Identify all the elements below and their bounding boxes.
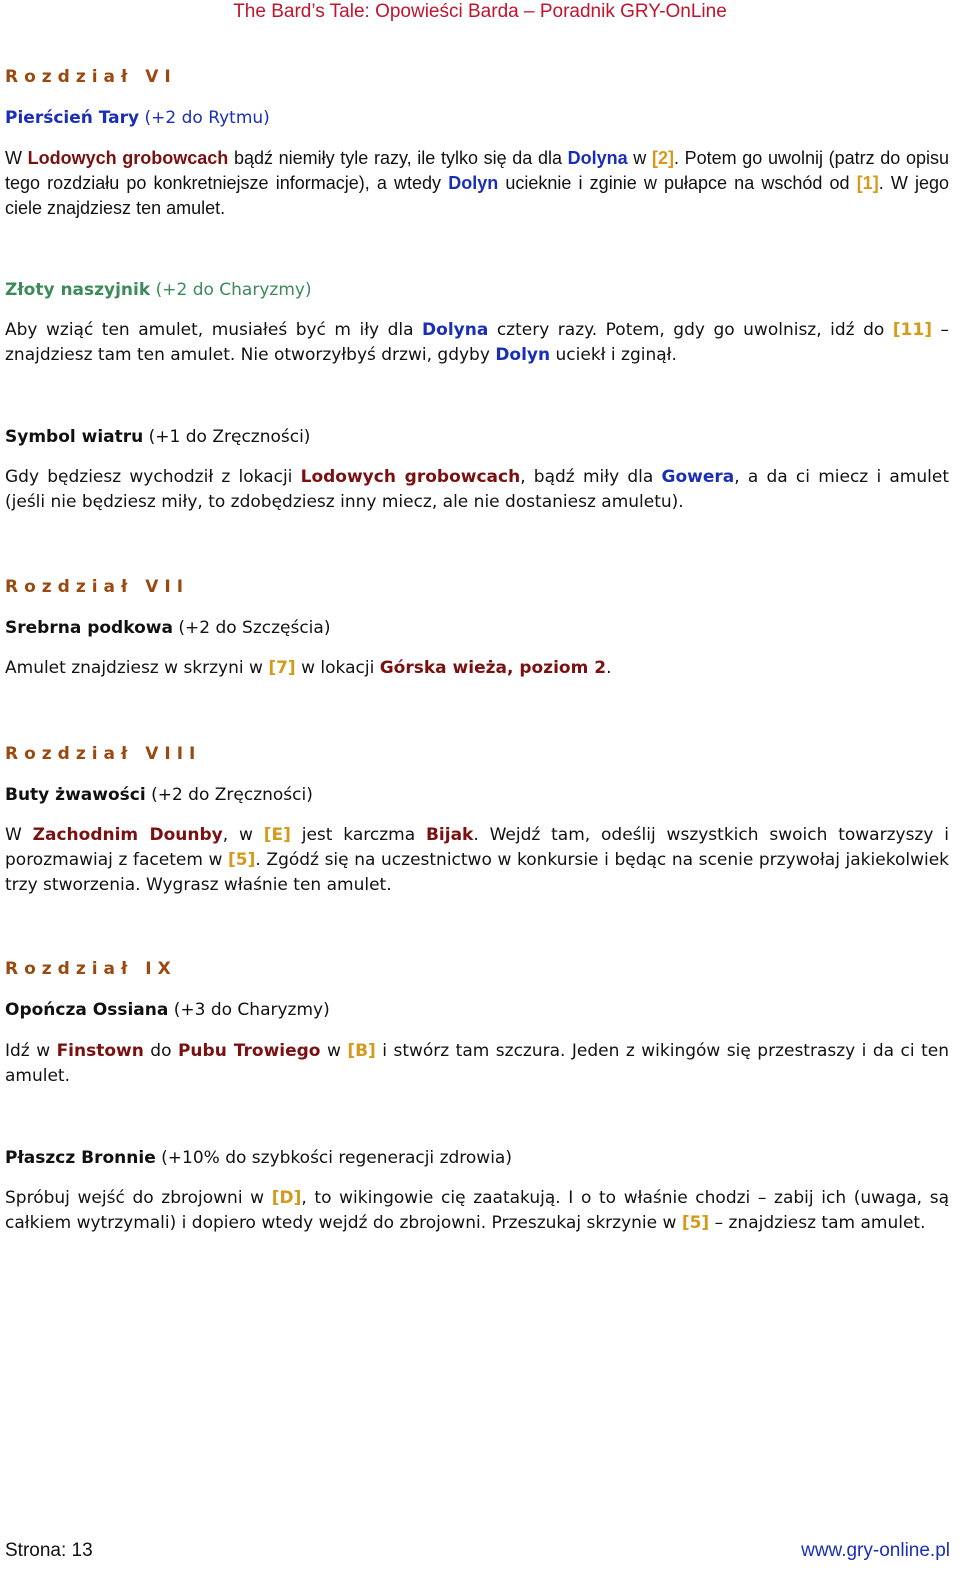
item-title bbox=[5, 617, 949, 639]
text: ucieknie i zginie w pułapce na wschód od bbox=[498, 173, 857, 193]
text: i stwórz tam szczura. Jeden z wikingów się przestraszy i da ci ten amulet. bbox=[5, 1041, 949, 1086]
location-name: Bijak bbox=[425, 825, 474, 845]
item-description bbox=[5, 146, 949, 221]
page-header bbox=[0, 0, 960, 26]
item-title bbox=[5, 279, 949, 301]
map-marker: [D] bbox=[271, 1188, 302, 1208]
map-marker: [5] bbox=[681, 1213, 710, 1233]
map-marker: [7] bbox=[268, 658, 296, 678]
item-title bbox=[5, 426, 949, 448]
item-bonus: (+2 do Zręczności) bbox=[145, 785, 313, 805]
item-name: Płaszcz Bronnie bbox=[5, 1148, 156, 1168]
text: , bądź miły dla bbox=[520, 467, 662, 487]
item-title bbox=[5, 784, 949, 806]
text: , a da ci miecz i amulet (jeśli nie będziesz miły, to zdobędziesz inny miecz, ale nie dostaniesz amuletu). bbox=[5, 467, 949, 512]
item-bonus: (+2 do Charyzmy) bbox=[150, 280, 312, 300]
text: W bbox=[5, 825, 33, 845]
text: . Wejdź tam, odeślij wszystkich swoich towarzyszy i porozmawiaj z facetem w bbox=[5, 825, 949, 870]
header-separator: – bbox=[518, 1, 540, 22]
location-name: Górska wieża, poziom 2 bbox=[379, 658, 607, 678]
text: w bbox=[320, 1041, 348, 1061]
text: Spróbuj wejść do zbrojowni w bbox=[5, 1188, 272, 1208]
item-description bbox=[5, 656, 949, 681]
chapter-6-heading: Rozdział VI bbox=[5, 67, 177, 87]
text: – znajdziesz tam ten amulet. Nie otworzyłbyś drzwi, gdyby bbox=[5, 320, 949, 365]
item-name: Opończa Ossiana bbox=[5, 1000, 169, 1020]
item-description bbox=[5, 465, 949, 515]
text: Amulet znajdziesz w skrzyni w bbox=[5, 658, 269, 678]
text: W bbox=[5, 148, 28, 168]
item-name: Złoty naszyjnik bbox=[5, 280, 151, 300]
text: . Potem go uwolnij (patrz do opisu tego rozdziału po konkretniejsze informacje), a wtedy bbox=[5, 148, 949, 193]
text: jest karczma bbox=[290, 825, 426, 845]
chapter-7-heading: Rozdział VII bbox=[5, 577, 190, 597]
location-name: Finstown bbox=[56, 1041, 144, 1061]
text: Idź w bbox=[5, 1041, 57, 1061]
item-description bbox=[5, 318, 949, 368]
text: . bbox=[606, 658, 612, 678]
npc-name: Dolyn bbox=[448, 173, 499, 193]
text: w lokacji bbox=[295, 658, 380, 678]
text: Gdy będziesz wychodził z lokacji bbox=[5, 467, 301, 487]
map-marker: [B] bbox=[347, 1041, 376, 1061]
npc-name: Dolyna bbox=[567, 148, 628, 168]
text: cztery razy. Potem, gdy go uwolnisz, idź do bbox=[488, 320, 893, 340]
npc-name: Dolyna bbox=[422, 320, 489, 340]
item-name: Symbol wiatru bbox=[5, 427, 144, 447]
map-marker: [2] bbox=[651, 148, 674, 168]
item-bonus: (+2 do Szczęścia) bbox=[172, 618, 331, 638]
text: , w bbox=[222, 825, 264, 845]
text: Aby wziąć ten amulet, musiałeś być m iły dla bbox=[5, 320, 423, 340]
item-bonus: (+1 do Zręczności) bbox=[143, 427, 311, 447]
item-title bbox=[5, 999, 949, 1021]
item-name: Buty żwawości bbox=[5, 785, 146, 805]
location-name: Pubu Trowiego bbox=[177, 1041, 321, 1061]
map-marker: [11] bbox=[892, 320, 932, 340]
item-bonus: (+10% do szybkości regeneracji zdrowia) bbox=[155, 1148, 512, 1168]
text: bądź niemiły tyle razy, ile tylko się da dla bbox=[228, 148, 568, 168]
text: . Zgódź się na uczestnictwo w konkursie i będąc na scenie przywołaj jakiekolwiek trzy stworzenia. Wygrasz właśnie ten amulet. bbox=[5, 850, 949, 895]
map-marker: [5] bbox=[228, 850, 256, 870]
item-bonus: (+3 do Charyzmy) bbox=[168, 1000, 330, 1020]
chapter-9-heading: Rozdział IX bbox=[5, 959, 177, 979]
npc-name: Gowera bbox=[661, 467, 735, 487]
text: uciekł i zginął. bbox=[550, 345, 677, 365]
site-link[interactable]: www.gry-online.pl bbox=[801, 1540, 950, 1561]
npc-name: Dolyn bbox=[495, 345, 551, 365]
item-title bbox=[5, 1147, 949, 1169]
text: , to wikingowie cię zaatakują. I o to właśnie chodzi – zabij ich (uwaga, są całkiem wytrzymali) i dopiero wtedy wejdź do zbrojowni. Przeszukaj skrzynie w bbox=[5, 1188, 949, 1233]
text: – znajdziesz tam amulet. bbox=[709, 1213, 926, 1233]
item-title bbox=[5, 107, 949, 129]
item-name: Pierścień Tary bbox=[5, 108, 140, 128]
item-description bbox=[5, 823, 949, 898]
item-description bbox=[5, 1186, 949, 1236]
page-number: Strona: 13 bbox=[5, 1540, 93, 1561]
location-name: Zachodnim Dounby bbox=[32, 825, 223, 845]
text: do bbox=[143, 1041, 178, 1061]
location-name: Lodowych grobowcach bbox=[300, 467, 521, 487]
header-site: Poradnik GRY-OnLine bbox=[539, 1, 727, 22]
map-marker: [1] bbox=[856, 173, 879, 193]
chapter-8-heading: Rozdział VIII bbox=[5, 744, 202, 764]
map-marker: [E] bbox=[263, 825, 291, 845]
item-name: Srebrna podkowa bbox=[5, 618, 173, 638]
item-description bbox=[5, 1039, 949, 1089]
text: . W jego ciele znajdziesz ten amulet. bbox=[5, 173, 949, 218]
item-bonus: (+2 do Rytmu) bbox=[139, 108, 270, 128]
text: w bbox=[627, 148, 652, 168]
location-name: Lodowych grobowcach bbox=[27, 148, 229, 168]
header-title: The Bard’s Tale: Opowieści Barda bbox=[233, 1, 519, 22]
